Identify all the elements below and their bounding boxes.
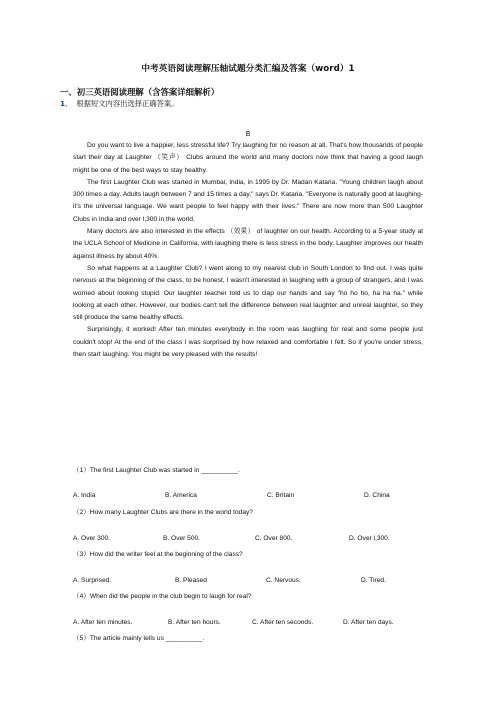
option: D. Tired. (361, 577, 386, 584)
option: A. Surprised. (73, 577, 112, 584)
paragraph: Do you want to live a happier, less stressful life? Try laughing for no reason at all. That's how thousands of people start their day at Laughter （笑声） Clubs around the world and many doctors now think that having a good laugh might be one of the best ways to stay healthy. (73, 142, 423, 174)
page-title: 中考英语阅读理解压轴试题分类汇编及答案（word）1 (141, 64, 355, 74)
instruction (60, 99, 179, 109)
question-stem: （3）How did the writer feel at the beginning of the class? (73, 551, 243, 558)
option: C. Nervous. (266, 577, 301, 584)
option: A. India (73, 492, 96, 499)
paragraph: The first Laughter Club was started in Mumbai, India, in 1995 by Dr. Madan Kataria. "Young children laugh about 300 times a day. Adults laugh between 7 and 15 times a day," says Dr. Kataria. "Everyone is naturally good at laughing-it's the universal language. We want people to feel happy with their lives." There are now more than 500 Laughter Clubs in India and over l,300 in the world. (73, 178, 423, 223)
option: D. China (364, 492, 390, 499)
option: B. Pleased (175, 577, 207, 584)
instruction-number: 1． (60, 99, 73, 108)
option: D. Over l,300. (349, 535, 390, 542)
option: B. Over 500. (163, 535, 201, 542)
paragraph: Many doctors are also interested in the effects （效果） of laughter on our health. According to a 5-year study at the UCLA School of Medicine in California, with laughing there is less stress in the body. Laughter improves our health against illness by about 40%. (73, 228, 423, 260)
option: B. America (165, 492, 197, 499)
option: B. After ten hours. (168, 619, 221, 626)
question-stem: （4）When did the people in the club begin to laugh for real? (73, 593, 252, 600)
passage-body (73, 140, 423, 361)
question-stem: （5）The article mainly tells us __________. (73, 635, 205, 642)
question-stem: （2）How many Laughter Clubs are there in the world today? (73, 509, 253, 516)
option: A. After ten minutes. (73, 619, 133, 626)
paragraph: So what happens at a Laughter Club? I went along to my nearest club in South London to find out. I was quite nervous at the beginning of the class, to be honest, I wasn't interested in laughing with a group of strangers, and I was worried about looking stupid. Our laughter teacher told us to clap our hands and say "ho ho ho, ha ha ha." while looking at each other. However, our bodies can't tell the difference between real laughter and unreal laughter, so they still produce the same healthy effects. (73, 264, 423, 322)
instruction-text: 根据短文内容出选择正确答案。 (76, 99, 179, 108)
option: C. Britain (267, 492, 295, 499)
passage-tag: B (245, 130, 251, 138)
option: C. Over 800. (255, 535, 293, 542)
option: C. After ten seconds. (252, 619, 314, 626)
option: A. Over 300. (73, 535, 111, 542)
question-stem: （1）The first Laughter Club was started in __________. (73, 467, 240, 474)
option: D. After ten days. (343, 619, 394, 626)
paragraph: Surprisingly, it worked! After ten minutes everybody in the room was laughing for real and some people just couldn't stop! At the end of the class I was surprised by how relaxed and comfortable I felt. So if you're under stress, then start laughing. You might be very pleased with the results! (73, 326, 423, 359)
section-heading: 一、初三英语阅读理解（含答案详细解析） (60, 87, 220, 97)
